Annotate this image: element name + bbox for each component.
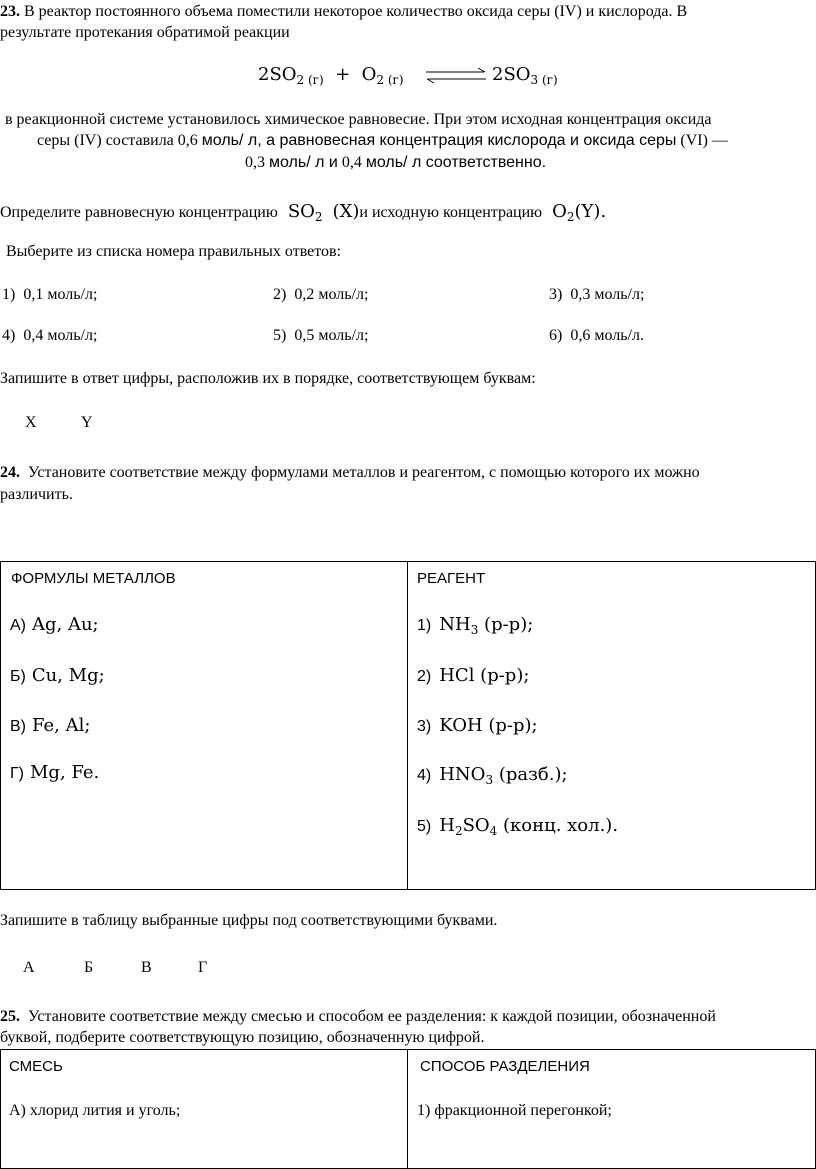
metal-row-g: Г) Mg, Fe.	[10, 762, 100, 783]
reagent-header: РЕАГЕНТ	[417, 570, 486, 587]
answer-letter-x: X	[25, 414, 37, 431]
reagent-row-1: 1) $NH_3$ (р-р);	[417, 614, 534, 637]
reagent-row-2: 2) HCl (р-р);	[417, 665, 530, 686]
q23-intro-line2: результате протекания обратимой реакции	[0, 24, 290, 41]
reaction-equation: $2SO_{2 (г)} + O_{2 (г)}$	[258, 64, 404, 87]
reaction-product: $2SO_{3 (г)}$	[492, 64, 558, 87]
q23-task: Определите равновесную концентрацию $SO_2$ (X)и исходную концентрацию $O_2(Y)$.	[0, 201, 607, 224]
method-column	[408, 1050, 816, 1169]
option-2: 2) 0,2 моль/л;	[273, 286, 369, 303]
metal-row-a: А) Ag, Au;	[10, 614, 99, 635]
q25-text-line2: буквой, подберите соответствующую позицию, обозначенную цифрой.	[0, 1029, 485, 1046]
q23-cond-line1: в реакционной системе установилось химическое равновесие. При этом исходная концентрация оксида	[5, 111, 712, 128]
reagent-row-5: 5) $H_2SO_4$ (конц. хол.).	[417, 815, 619, 838]
q25-number: 25.	[0, 1008, 20, 1025]
option-4: 4) 0,4 моль/л;	[2, 327, 98, 344]
metals-header: ФОРМУЛЫ МЕТАЛЛОВ	[11, 570, 176, 587]
reagent-row-3: 3) KOH (р-р);	[417, 715, 538, 736]
answer-letter-y: Y	[81, 414, 93, 431]
q24-letter-g: Г	[198, 959, 208, 976]
q24-letter-v: В	[141, 959, 152, 976]
reagent-row-4: 4) $HNO_3$ (разб.);	[417, 764, 568, 787]
option-1: 1) 0,1 моль/л;	[2, 286, 98, 303]
metal-row-v: В) Fe, Al;	[10, 715, 91, 736]
mixture-header: СМЕСЬ	[9, 1058, 63, 1075]
q23-cond-line3: 0,3 моль/ л и 0,4 моль/ л соответственно.	[245, 154, 547, 171]
q23-write: Запишите в ответ цифры, расположив их в порядке, соответствующем буквам:	[0, 370, 536, 387]
q24-write: Запишите в таблицу выбранные цифры под соответствующими буквами.	[0, 912, 498, 929]
q23-choose: Выберите из списка номера правильных ответов:	[6, 243, 342, 260]
q23-intro-line1: 23. В реактор постоянного объема поместили некоторое количество оксида серы (IV) и кислорода. В	[0, 3, 688, 20]
q24-letter-a: А	[23, 959, 35, 976]
reagent-column	[408, 562, 816, 890]
method-row-1: 1) фракционной перегонкой;	[417, 1102, 612, 1119]
q23-cond-line2: серы (IV) составила 0,6 моль/ л, а равновесная концентрация кислорода и оксида серы (VI) —	[37, 132, 728, 149]
q25-text-line1: 25. Установите соответствие между смесью и способом ее разделения: к каждой позиции, обозначенной	[0, 1008, 716, 1025]
mixture-column	[1, 1050, 408, 1169]
option-5: 5) 0,5 моль/л;	[273, 327, 369, 344]
method-header: СПОСОБ РАЗДЕЛЕНИЯ	[420, 1058, 590, 1075]
q23-number: 23.	[0, 3, 20, 20]
option-3: 3) 0,3 моль/л;	[549, 286, 645, 303]
equilibrium-arrow-icon	[424, 66, 488, 86]
q24-text-line2: различить.	[0, 486, 73, 503]
q24-table	[0, 561, 816, 890]
metals-column	[1, 562, 408, 890]
q25-table	[0, 1049, 816, 1169]
q24-text-line1: 24. Установите соответствие между формулами металлов и реагентом, с помощью которого их можно	[0, 464, 700, 481]
metal-row-b: Б) Cu, Mg;	[10, 665, 105, 686]
mixture-row-a: А) хлорид лития и уголь;	[9, 1102, 181, 1119]
option-6: 6) 0,6 моль/л.	[549, 327, 644, 344]
q24-number: 24.	[0, 464, 20, 481]
q24-letter-b: Б	[84, 959, 94, 976]
